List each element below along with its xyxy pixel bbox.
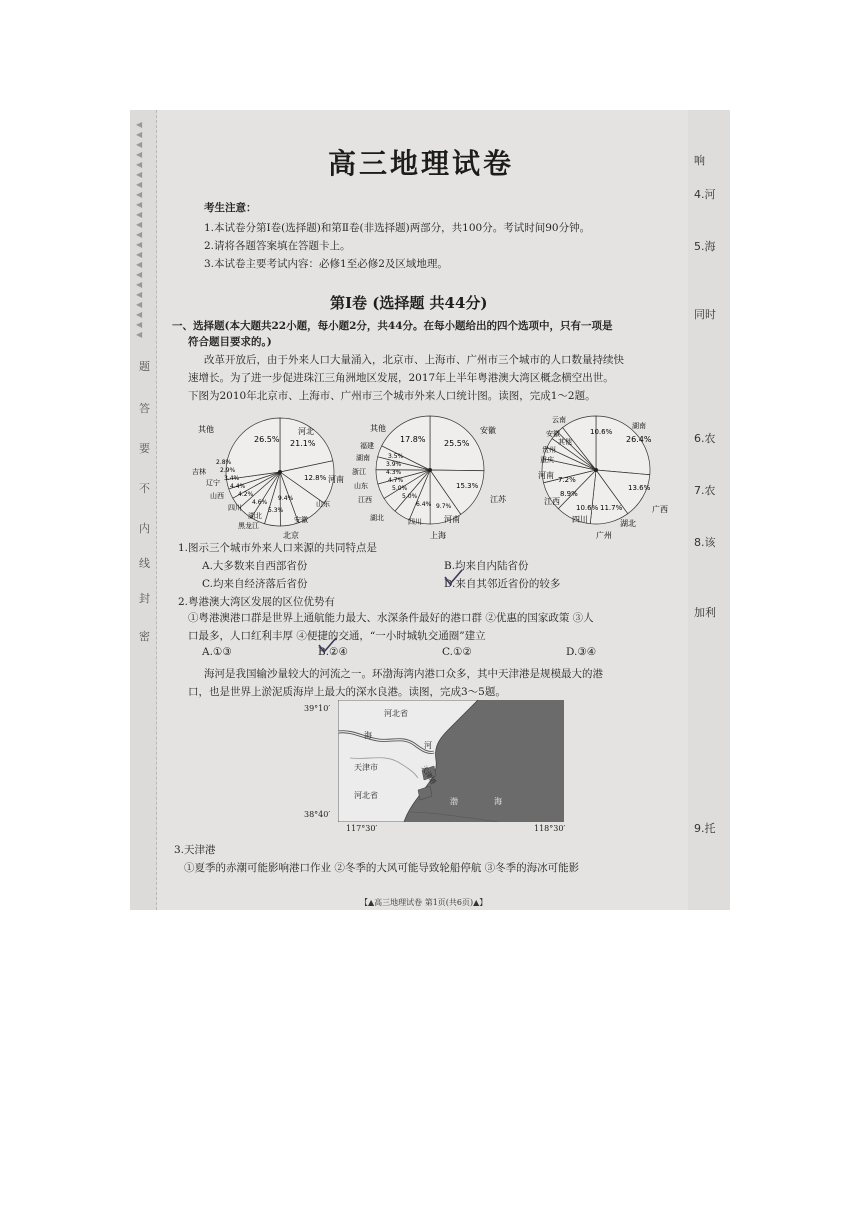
scanned-page-photo — [130, 110, 730, 910]
pie-label: 江西 — [358, 496, 372, 504]
map-label-river: 海 — [364, 731, 372, 740]
question-stem: 1.图示三个城市外来人口来源的共同特点是 — [178, 542, 378, 554]
map-lon-right: 118°30′ — [534, 824, 566, 833]
pie-label: 四川 — [228, 504, 242, 512]
pie-label: 山东 — [316, 500, 330, 508]
pie-pct: 21.1% — [290, 439, 316, 448]
notice-item: 3.本试卷主要考试内容：必修1至必修2及区域地理。 — [204, 258, 448, 270]
pie-label: 安徽 — [294, 516, 308, 524]
pie-label: 黑龙江 — [238, 522, 259, 530]
map-label-hebei: 河北省 — [384, 709, 408, 718]
section-instruction: 符合题目要求的。) — [188, 336, 272, 348]
question-stem: 3.天津港 — [174, 844, 216, 856]
pie-pct: 4.4% — [230, 483, 246, 490]
section-instruction: 一、选择题(本大题共22小题，每小题2分，共44分。在每小题给出的四个选项中，只有一项是 — [172, 320, 613, 332]
pie-label: 广西 — [652, 505, 668, 514]
section-title: 第Ⅰ卷 (选择题 共44分) — [330, 294, 488, 312]
passage-line: 下图为2010年北京市、上海市、广州市三个城市外来人口统计图。读图，完成1～2题。 — [188, 390, 596, 402]
pie-pct: 2.9% — [220, 467, 236, 474]
pie-pct: 5.3% — [268, 507, 284, 514]
option-d: D.③④ — [566, 646, 597, 658]
edge-text: 8.该 — [694, 536, 716, 549]
margin-char: 答 — [139, 402, 150, 415]
passage-line: 改革开放后，由于外来人口大量涌入，北京市、上海市、广州市三个城市的人口数量持续快 — [204, 354, 624, 366]
pie-pct: 17.8% — [400, 435, 426, 444]
pie-pct: 25.5% — [444, 439, 470, 448]
pie-city: 北京 — [283, 531, 299, 540]
pie-pct: 26.5% — [254, 435, 280, 444]
pie-city: 广州 — [596, 531, 612, 540]
margin-char: 线 — [139, 557, 150, 570]
map-label-hebei: 河北省 — [354, 791, 378, 800]
pie-label: 河南 — [538, 471, 554, 480]
handwritten-check-mark — [316, 636, 340, 656]
pie-pct: 4.3% — [386, 469, 402, 476]
pie-label: 其他 — [370, 424, 386, 433]
pie-pct: 6.4% — [416, 501, 432, 508]
pie-label: 山西 — [210, 492, 224, 500]
margin-char: 封 — [139, 592, 150, 605]
passage-line: 海河是我国输沙量较大的河流之一。环渤海湾内港口众多，其中天津港是规模最大的港 — [204, 668, 603, 680]
map-lon-left: 117°30′ — [346, 824, 378, 833]
option-b: B.②④ — [318, 646, 348, 658]
option-b: B.均来自内陆省份 — [444, 560, 529, 572]
page-title: 高三地理试卷 — [328, 147, 515, 180]
pie-charts-figure — [180, 400, 680, 542]
option-c: C.①② — [442, 646, 472, 658]
map-lat-bottom: 38°40′ — [304, 810, 331, 819]
passage-line: 口，也是世界上淤泥质海岸上最大的深水良港。读图，完成3～5题。 — [188, 686, 506, 698]
pie-label: 福建 — [360, 442, 374, 450]
handwritten-check-mark — [442, 568, 466, 588]
map-label-sea: 海 — [494, 797, 502, 806]
pie-label: 浙江 — [352, 468, 366, 476]
pie-pct: 11.7% — [600, 504, 623, 512]
option-a: A.大多数来自西部省份 — [202, 560, 308, 572]
edge-text: 4.河 — [694, 188, 716, 201]
margin-char: 内 — [139, 522, 150, 535]
edge-text: 响 — [694, 154, 705, 167]
pie-pct: 12.8% — [304, 474, 327, 482]
option-d: D.来自其邻近省份的较多 — [444, 578, 561, 590]
question-line: ①粤港澳港口群是世界上通航能力最大、水深条件最好的港口群 ②优惠的国家政策 ③人 — [188, 612, 594, 624]
pie-label: 云南 — [552, 416, 566, 424]
edge-text: 7.农 — [694, 484, 716, 497]
margin-char: 不 — [139, 482, 150, 495]
margin-char: 密 — [139, 630, 150, 643]
edge-text: 加利 — [694, 606, 716, 619]
question-line: ①夏季的赤潮可能影响港口作业 ②冬季的大风可能导致轮船停航 ③冬季的海冰可能影 — [184, 862, 580, 874]
question-stem: 2.粤港澳大湾区发展的区位优势有 — [178, 596, 336, 608]
pie-label: 四川 — [408, 518, 422, 526]
pie-pct: 5.0% — [402, 493, 418, 500]
pie-center-dot — [428, 468, 432, 472]
pie-pct: 10.6% — [576, 504, 599, 512]
pie-pct: 3.4% — [224, 475, 240, 482]
pie-pct: 9.4% — [278, 495, 294, 502]
margin-char: 要 — [139, 442, 150, 455]
pie-label: 其他 — [198, 425, 214, 434]
pie-label: 湖南 — [356, 454, 370, 462]
option-a: A.①③ — [202, 646, 232, 658]
pie-pct: 3.5% — [388, 453, 404, 460]
pie-pct: 4.2% — [238, 491, 254, 498]
pie-label: 其他 — [558, 438, 572, 446]
pie-label: 湖南 — [632, 422, 646, 430]
pie-label: 江苏 — [490, 495, 506, 504]
tianjin-port-map — [338, 700, 564, 822]
question-line: 口最多，人口红利丰厚 ④便捷的交通，“一小时城轨交通圈”建立 — [188, 630, 486, 642]
pie-center-dot — [278, 470, 282, 474]
map-label-tianjin: 天津市 — [354, 763, 378, 772]
edge-text: 6.农 — [694, 432, 716, 445]
pie-pct: 5.0% — [392, 485, 408, 492]
pie-pct: 2.8% — [216, 459, 232, 466]
pie-pct: 10.6% — [590, 428, 613, 436]
map-label-river: 河 — [424, 741, 432, 750]
pie-label: 山东 — [354, 482, 368, 490]
page-footer: 【▲高三地理试卷 第1页(共6页)▲】 — [360, 898, 488, 907]
pie-label: 贵州 — [542, 446, 556, 454]
pie-pct: 15.3% — [456, 482, 479, 490]
edge-text: 5.海 — [694, 240, 716, 253]
pie-center-dot — [594, 468, 598, 472]
pie-city: 上海 — [430, 531, 446, 540]
pie-label: 湖北 — [370, 514, 384, 522]
pie-pct: 4.7% — [388, 477, 404, 484]
margin-char: 题 — [139, 360, 150, 373]
pie-label: 重庆 — [540, 456, 554, 464]
notice-heading: 考生注意： — [204, 202, 257, 214]
pie-label: 辽宁 — [206, 479, 220, 487]
pie-pct: 13.6% — [628, 484, 651, 492]
next-page-edge — [688, 110, 730, 910]
pie-pct: 9.7% — [436, 503, 452, 510]
map-label-sea: 渤 — [450, 797, 458, 806]
pie-label: 安徽 — [480, 426, 496, 435]
pie-pct: 8.9% — [560, 490, 578, 498]
passage-line: 速增长。为了进一步促进珠江三角洲地区发展，2017年上半年粤港澳大湾区概念横空出世。 — [188, 372, 614, 384]
pie-label: 湖北 — [248, 512, 262, 520]
edge-text: 9.托 — [694, 822, 716, 835]
pie-pct: 3.9% — [386, 461, 402, 468]
exam-page — [160, 110, 672, 910]
edge-text: 同时 — [694, 308, 716, 321]
pie-label: 安徽 — [546, 430, 560, 438]
option-c: C.均来自经济落后省份 — [202, 578, 308, 590]
pie-label: 河南 — [444, 515, 460, 524]
pie-label: 湖北 — [620, 519, 636, 528]
pie-label: 河南 — [328, 475, 344, 484]
binding-margin: ◀ ◀ ◀ ◀ ◀ ◀ ◀ ◀ ◀ ◀ ◀ ◀ ◀ ◀ ◀ ◀ ◀ ◀ ◀ ◀ ◀ ◀ 题 答 要 不 内 线 封 密 — [130, 110, 157, 910]
pie-pct: 4.6% — [252, 499, 268, 506]
pie-label: 四川 — [572, 515, 588, 524]
pie-pct: 26.4% — [626, 435, 652, 444]
notice-item: 2.请将各题答案填在答题卡上。 — [204, 240, 351, 252]
pie-pct: 7.2% — [558, 476, 576, 484]
pie-label: 河北 — [298, 427, 314, 436]
pie-label: 吉林 — [192, 468, 206, 476]
map-lat-top: 39°10′ — [304, 704, 331, 713]
map-label-port: 天津港 — [419, 763, 438, 787]
notice-item: 1.本试卷分第Ⅰ卷(选择题)和第Ⅱ卷(非选择题)两部分，共100分。考试时间90分钟。 — [204, 222, 591, 234]
pie-label: 江西 — [544, 497, 560, 506]
